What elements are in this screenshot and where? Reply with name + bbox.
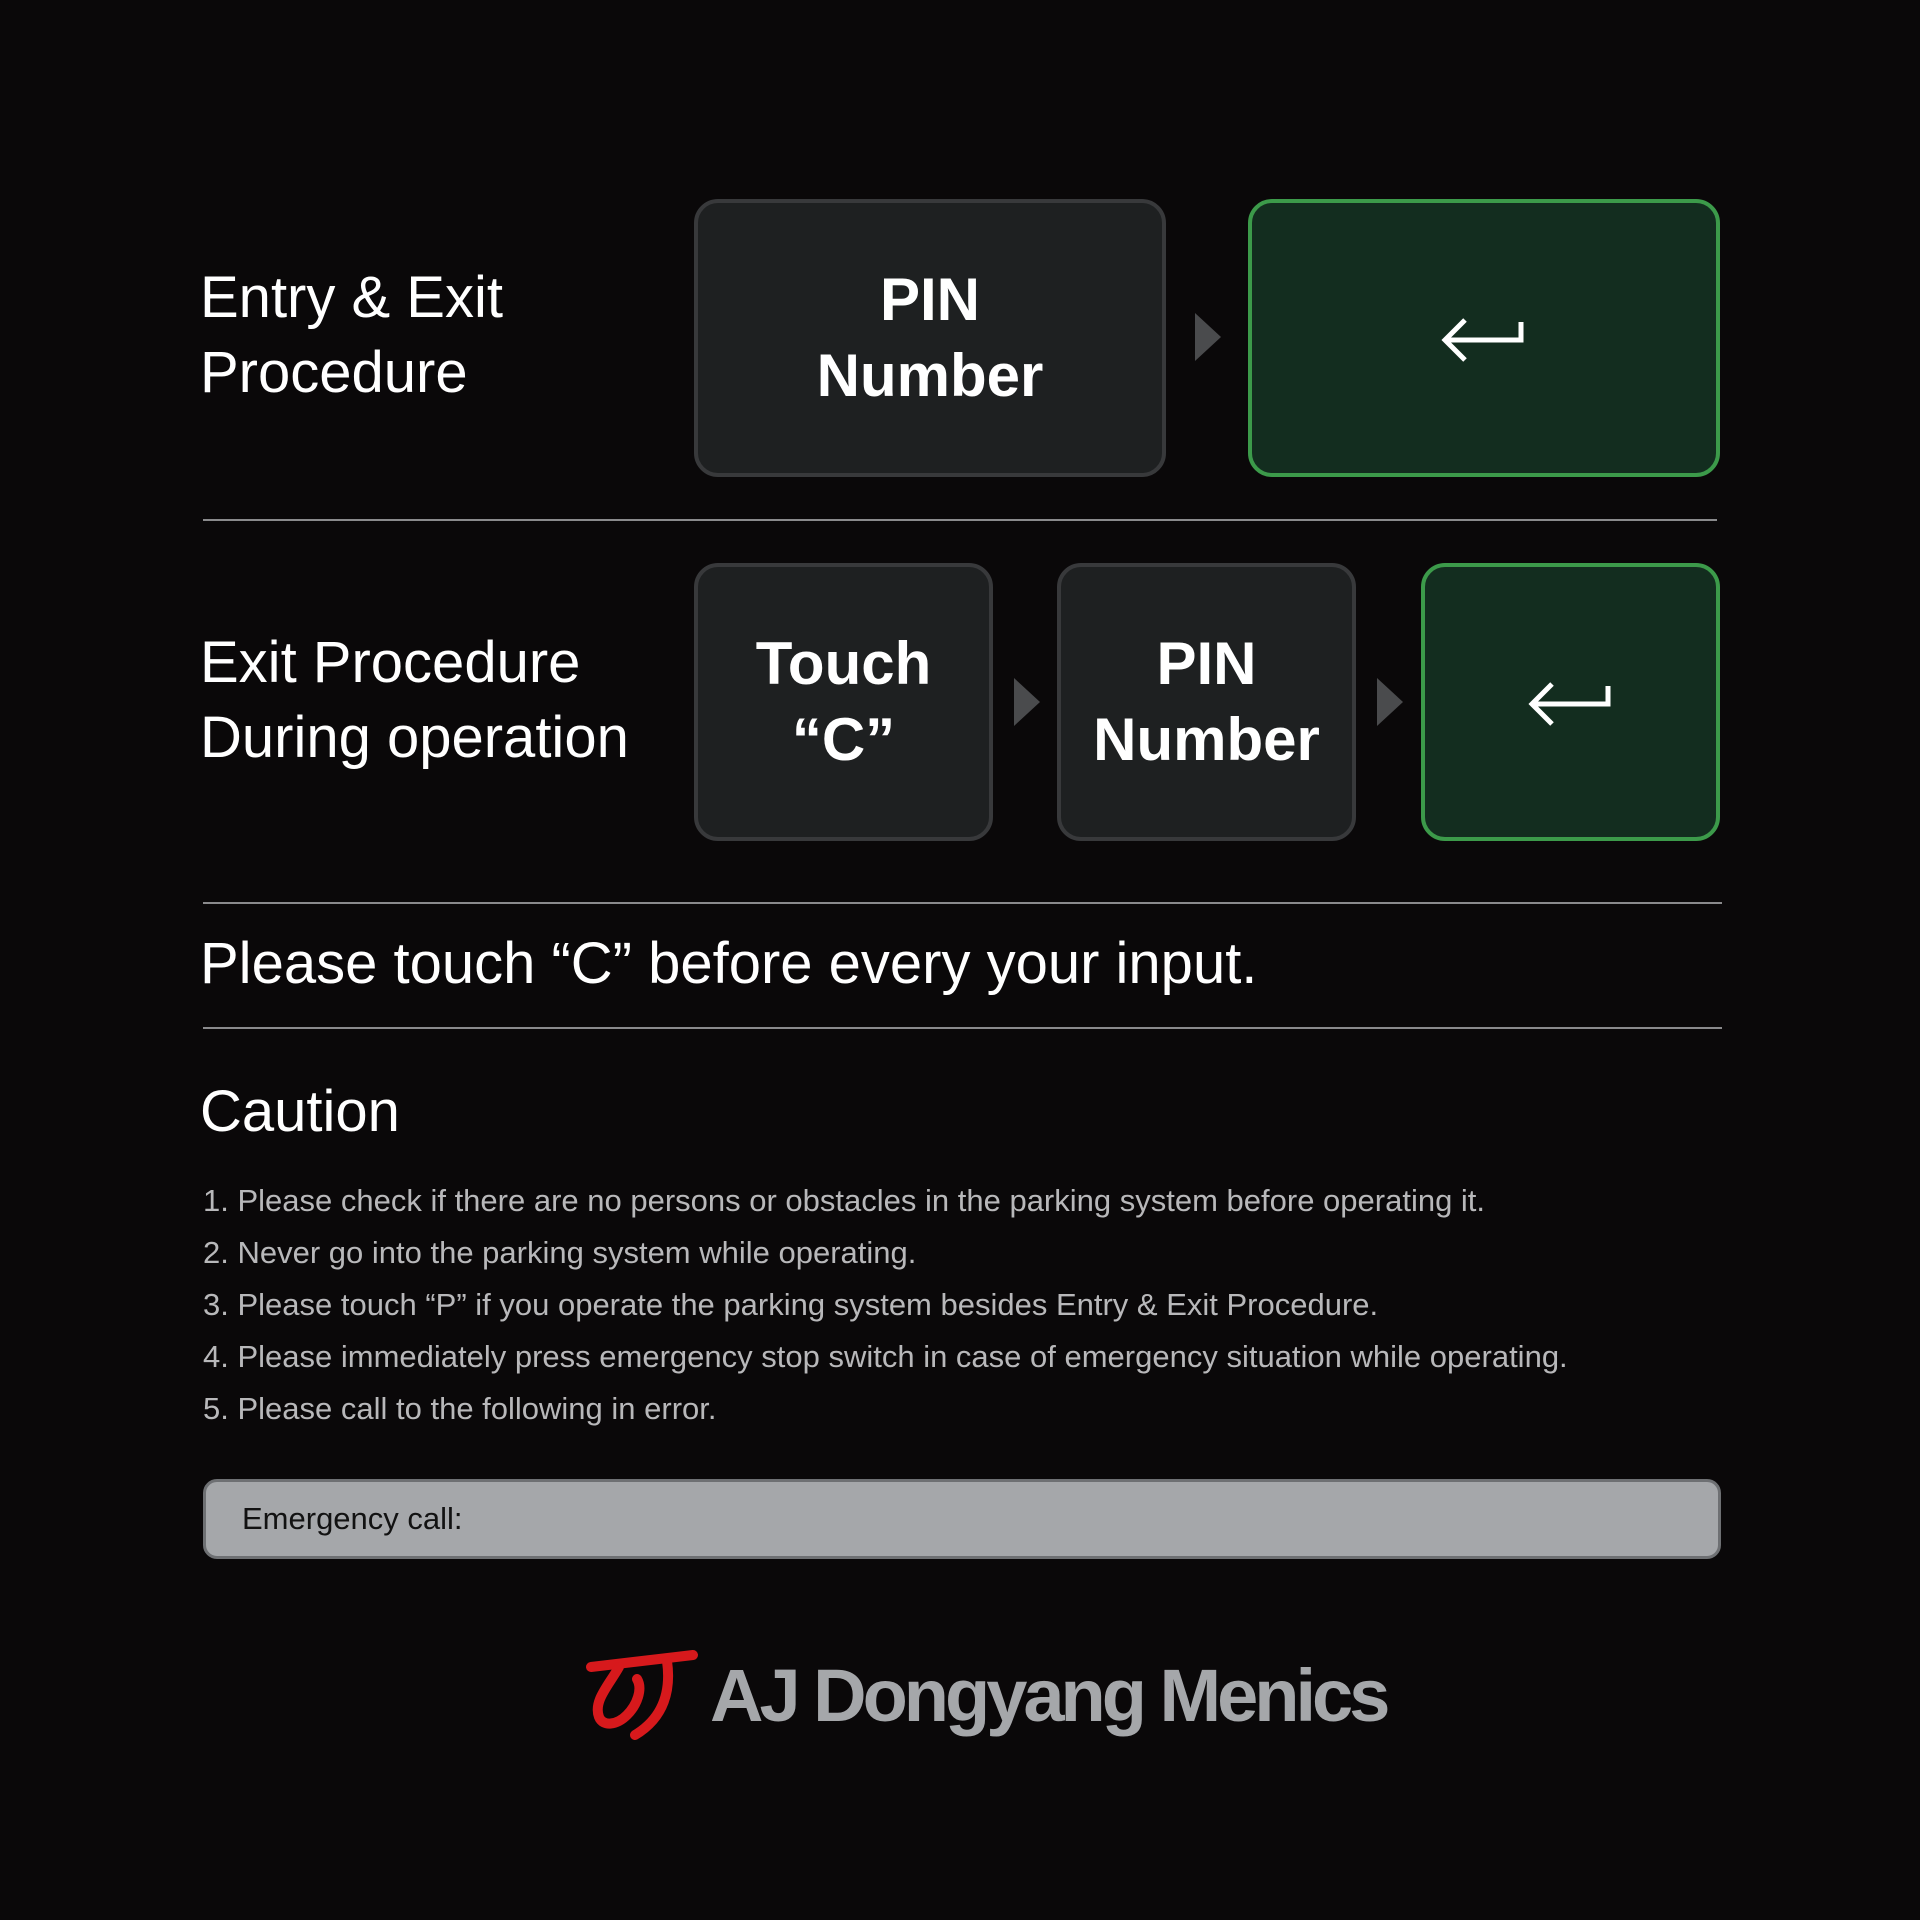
- exit-enter-key[interactable]: [1421, 563, 1720, 841]
- brand-name: AJ Dongyang Menics: [710, 1653, 1387, 1737]
- exit-during-operation-line1: Exit Procedure: [200, 630, 581, 695]
- caution-item: 5. Please call to the following in error.: [203, 1391, 717, 1426]
- step-arrow-icon: [1195, 313, 1221, 361]
- step-arrow-icon: [1014, 678, 1040, 726]
- emergency-call-box: [203, 1479, 1721, 1559]
- caution-item: 4. Please immediately press emergency stop switch in case of emergency situation while operating.: [203, 1339, 1568, 1374]
- entry-exit-label: [200, 260, 503, 410]
- exit-during-operation-line2: During operation: [200, 705, 629, 770]
- entry-enter-key[interactable]: [1248, 199, 1720, 477]
- section-divider: [203, 902, 1722, 904]
- section-divider: [203, 519, 1717, 521]
- exit-pin-number-key[interactable]: [1057, 563, 1356, 841]
- caution-item: 2. Never go into the parking system while operating.: [203, 1235, 917, 1270]
- touch-c-notice: Please touch “C” before every your input.: [200, 931, 1258, 996]
- exit-pin-number-label: PIN Number: [1093, 630, 1320, 773]
- touch-c-key[interactable]: [694, 563, 993, 841]
- caution-item: 3. Please touch “P” if you operate the parking system besides Entry & Exit Procedure.: [203, 1287, 1379, 1322]
- caution-list: [203, 1175, 1568, 1435]
- entry-pin-number-key[interactable]: [694, 199, 1166, 477]
- touch-c-label: Touch “C”: [755, 630, 932, 773]
- aj-logo-icon: [585, 1645, 700, 1745]
- entry-exit-label-line2: Procedure: [200, 340, 468, 405]
- entry-pin-number-label: PIN Number: [816, 266, 1044, 409]
- emergency-call-label: Emergency call:: [242, 1501, 463, 1536]
- section-divider: [203, 1027, 1722, 1029]
- step-arrow-icon: [1377, 678, 1403, 726]
- brand-logo: [585, 1645, 1386, 1745]
- caution-item: 1. Please check if there are no persons or obstacles in the parking system before operating it.: [203, 1183, 1486, 1218]
- entry-exit-label-line1: Entry & Exit: [200, 265, 503, 330]
- return-arrow-icon: [1526, 672, 1616, 732]
- return-arrow-icon: [1439, 308, 1529, 368]
- exit-during-operation-label: [200, 625, 629, 775]
- caution-title: Caution: [200, 1079, 400, 1144]
